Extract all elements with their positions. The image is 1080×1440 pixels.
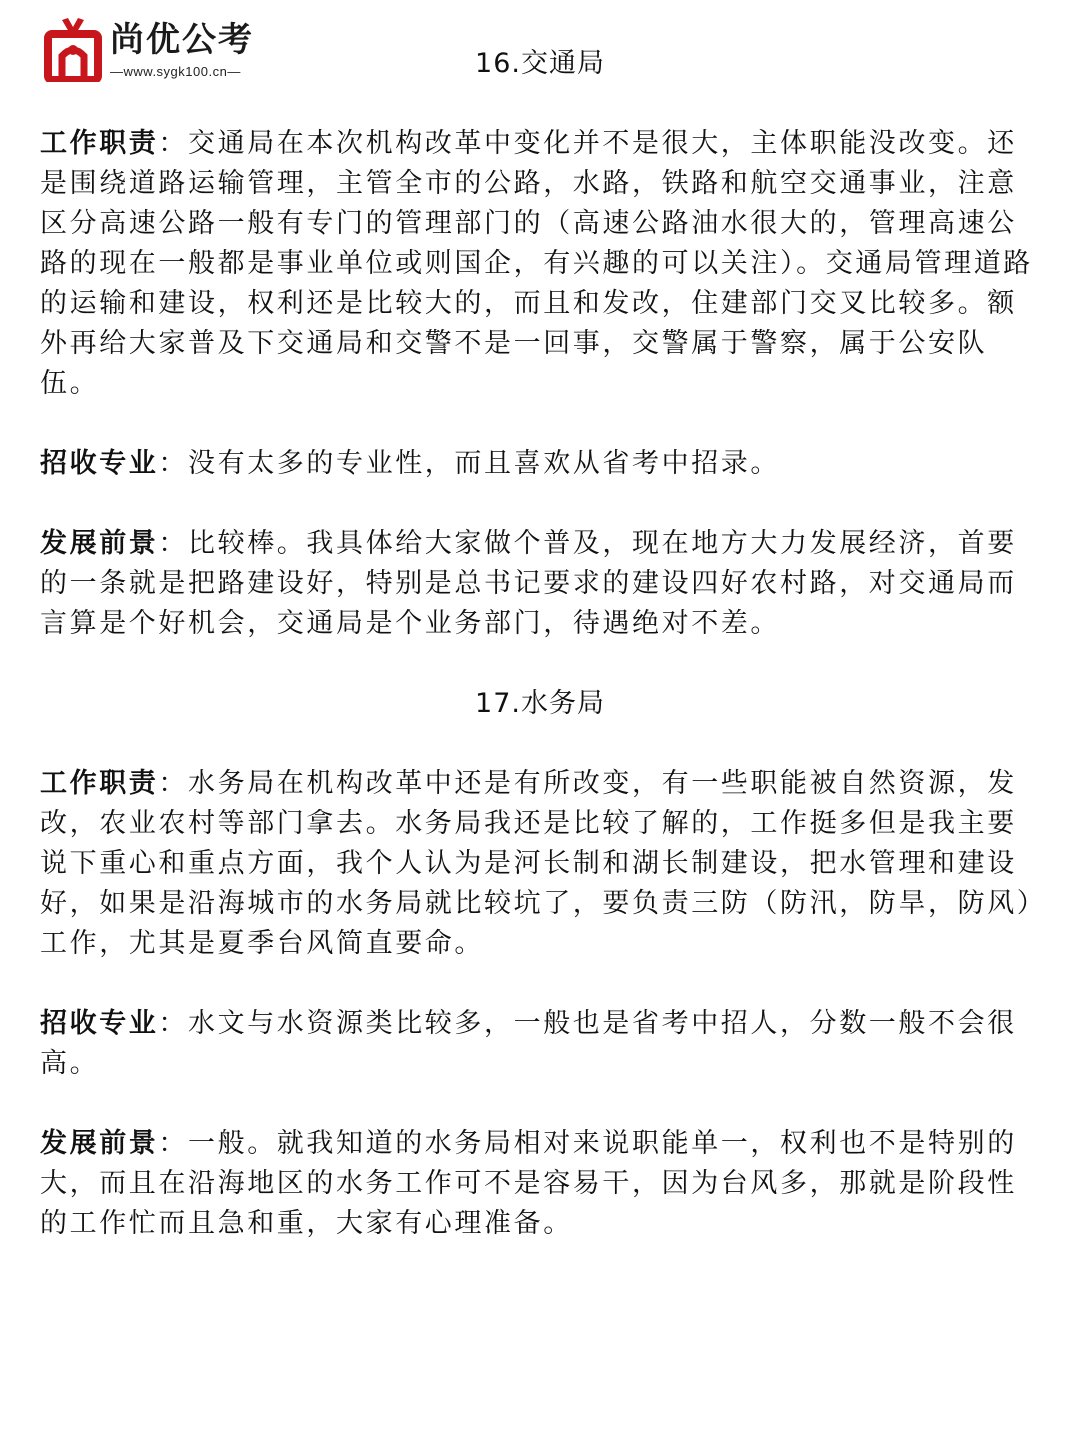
major-paragraph [40, 444, 1040, 484]
prospect-label: 发展前景 [40, 528, 159, 559]
duty-paragraph [40, 764, 1040, 964]
major-label: 招收专业 [40, 448, 159, 479]
prospect-text: ：比较棒。我具体给大家做个普及，现在地方大力发展经济，首要的一条就是把路建设好，特别是总书记要求的建设四好农村路，对交通局而言算是个好机会，交通局是个业务部门，待遇绝对不差。 [40, 528, 1017, 639]
prospect-paragraph [40, 1124, 1040, 1244]
prospect-text: ：一般。就我知道的水务局相对来说职能单一，权利也不是特别的大，而且在沿海地区的水务工作可不是容易干，因为台风多，那就是阶段性的工作忙而且急和重，大家有心理准备。 [40, 1128, 1017, 1239]
section-title: 17.水务局 [475, 688, 605, 719]
brand-name: 尚优公考 [110, 20, 254, 60]
brand-url: —www.sygk100.cn— [110, 64, 241, 79]
major-text: ：水文与水资源类比较多，一般也是省考中招人，分数一般不会很高。 [40, 1008, 1017, 1079]
major-text: ：没有太多的专业性，而且喜欢从省考中招录。 [158, 448, 781, 479]
prospect-label: 发展前景 [40, 1128, 159, 1159]
prospect-paragraph [40, 524, 1040, 644]
major-paragraph [40, 1004, 1040, 1084]
duty-text: ：水务局在机构改革中还是有所改变，有一些职能被自然资源，发改，农业农村等部门拿去。水务局我还是比较了解的，工作挺多但是我主要说下重心和重点方面，我个人认为是河长制和湖长制建设，把水管理和建设好，如果是沿海城市的水务局就比较坑了，要负责三防（防汛，防旱，防风）工作，尤其是夏季台风简直要命。 [40, 768, 1033, 959]
duty-paragraph [40, 124, 1040, 404]
duty-label: 工作职责 [40, 128, 159, 159]
section-title: 16.交通局 [475, 48, 605, 79]
duty-text: ：交通局在本次机构改革中变化并不是很大，主体职能没改变。还是围绕道路运输管理，主管全市的公路，水路，铁路和航空交通事业，注意区分高速公路一般有专门的管理部门的（高速公路油水很大的，管理高速公路的现在一般都是事业单位或则国企，有兴趣的可以关注）。交通局管理道路的运输和建设，权利还是比较大的，而且和发改，住建部门交叉比较多。额外再给大家普及下交通局和交警不是一回事，交警属于警察，属于公安队伍。 [40, 128, 1033, 399]
duty-label: 工作职责 [40, 768, 159, 799]
article-body [40, 44, 1040, 1244]
major-label: 招收专业 [40, 1008, 159, 1039]
